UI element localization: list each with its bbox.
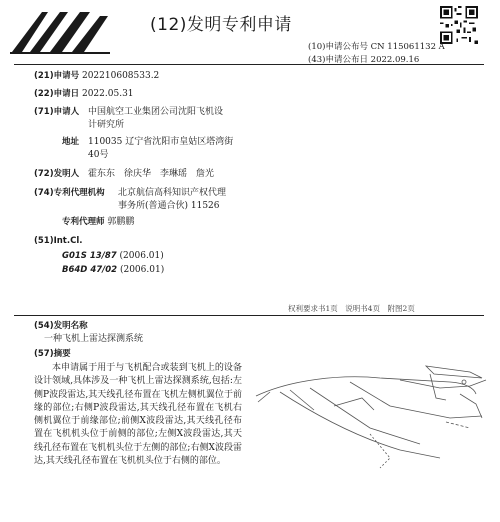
agency-line-1: 北京航信高科知识产权代理 [118, 188, 227, 198]
cnipa-logo-icon [8, 6, 112, 56]
applicant-label: (71)申请人 [34, 107, 80, 117]
ipc-date-1: (2006.01) [119, 251, 164, 261]
invention-title: 一种飞机上雷达探测系统 [44, 334, 144, 344]
inventors: 霍东东 徐庆华 李琳瑶 詹光 [88, 169, 215, 179]
ipc-date-2: (2006.01) [119, 265, 165, 275]
publication-date: 2022.09.16 [370, 55, 420, 65]
aircraft-drawing-icon [250, 358, 490, 478]
abstract-text: 本申请属于用于与飞机配合或装到飞机上的设备设计领域,具体涉及一种飞机上雷达探测系统,包括:左侧P波段雷达,其天线孔径布置在飞机左侧机翼位于前缘的部位;右侧P波段雷达,其天线孔径布置在飞机右侧机翼位于前缘部位;前侧X波段雷达,其天线孔径布置在飞机机头位于前侧的部位;左侧X波段雷达,其天线孔径布置在飞机机头位于左侧的部位;右侧X波段雷达,其天线孔径布置在飞机机头位于右侧的部位。 [34, 363, 242, 467]
filing-date-label: (22)申请日 [34, 89, 80, 99]
qr-code-icon [440, 6, 478, 44]
application-number-row [34, 70, 159, 83]
publication-date-label: (43)申请公布日 [308, 55, 368, 65]
ipc-code-1: G01S 13/87 [62, 251, 117, 261]
ipc-code-2: B64D 47/02 [62, 265, 118, 275]
abstract-label: (57)摘要 [34, 349, 71, 359]
agency-line-2: 事务所(普通合伙) 11526 [118, 201, 220, 211]
applicant-line-2: 计研究所 [88, 120, 125, 130]
publication-number: CN 115061132 A [370, 42, 445, 52]
application-number: 202210608533.2 [81, 71, 160, 81]
ipc-row-2 [62, 264, 164, 277]
applicant-line-1: 中国航空工业集团公司沈阳飞机设 [88, 107, 224, 117]
ipc-row-1 [62, 250, 164, 263]
section-divider [14, 315, 484, 316]
application-number-label: (21)申请号 [34, 71, 80, 81]
address-line-1: 110035 辽宁省沈阳市皇姑区塔湾街 [88, 137, 234, 147]
filing-date-row [34, 88, 134, 101]
inventors-label: (72)发明人 [34, 169, 80, 179]
header-divider [14, 64, 484, 65]
publication-number-row [308, 40, 445, 52]
int-cl-label: (51)Int.Cl. [34, 236, 83, 246]
publication-number-label: (10)申请公布号 [308, 42, 368, 52]
address-label: 地址 [62, 137, 80, 147]
page-count-info: 权利要求书1页 说明书4页 附图2页 [288, 304, 415, 313]
agency-label: (74)专利代理机构 [34, 188, 105, 198]
agent-row [62, 216, 134, 229]
invention-title-label: (54)发明名称 [34, 321, 88, 331]
address-line-2: 40号 [88, 150, 109, 160]
document-type-title: (12)发明专利申请 [150, 15, 292, 35]
agent-name: 郭鹏鹏 [107, 217, 135, 227]
agent-label: 专利代理师 [62, 217, 105, 227]
filing-date: 2022.05.31 [81, 89, 134, 99]
